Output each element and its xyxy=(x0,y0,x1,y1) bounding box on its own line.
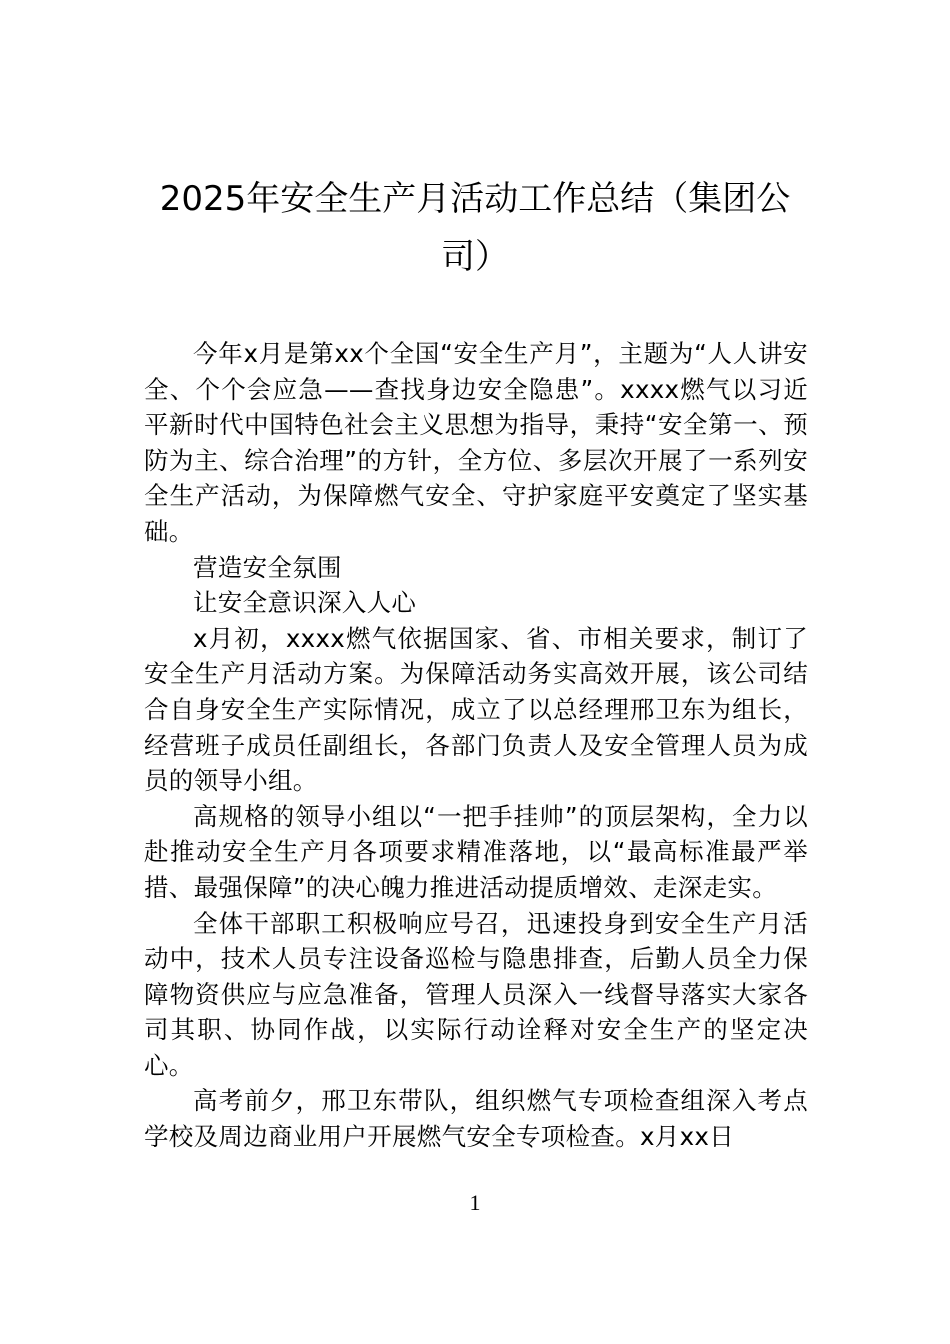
section-heading: 营造安全氛围 xyxy=(193,552,342,582)
page-number: 1 xyxy=(469,1190,481,1215)
section-subheading: 让安全意识深入人心 xyxy=(193,588,417,618)
document-title: 2025年安全生产月活动工作总结（集团公司） xyxy=(159,179,791,277)
paragraph: 高考前夕，邢卫东带队，组织燃气专项检查组深入考点学校及周边商业用户开展燃气安全专项检查。x月xx日 xyxy=(144,1086,808,1152)
paragraph-intro: 今年x月是第xx个全国“安全生产月”，主题为“人人讲安全、个个会应急——查找身边安全隐患”。xxxx燃气以习近平新时代中国特色社会主义思想为指导，秉持“安全第一、预防为主、综合治理”的方针，全方位、多层次开展了一系列安全生产活动，为保障燃气安全、守护家庭平安奠定了坚实基础。 xyxy=(144,339,808,546)
paragraph: 高规格的领导小组以“一把手挂帅”的顶层架构，全力以赴推动安全生产月各项要求精准落地，以“最高标准最严举措、最强保障”的决心魄力推进活动提质增效、走深走实。 xyxy=(144,801,808,902)
paragraph: 全体干部职工积极响应号召，迅速投身到安全生产月活动中，技术人员专注设备巡检与隐患排查，后勤人员全力保障物资供应与应急准备，管理人员深入一线督导落实大家各司其职、协同作战，以实际行动诠释对安全生产的坚定决心。 xyxy=(144,908,808,1080)
document-body xyxy=(144,336,808,1155)
paragraph: x月初，xxxx燃气依据国家、省、市相关要求，制订了安全生产月活动方案。为保障活动务实高效开展，该公司结合自身安全生产实际情况，成立了以总经理邢卫东为组长，经营班子成员任副组长，各部门负责人及安全管理人员为成员的领导小组。 xyxy=(144,623,808,796)
